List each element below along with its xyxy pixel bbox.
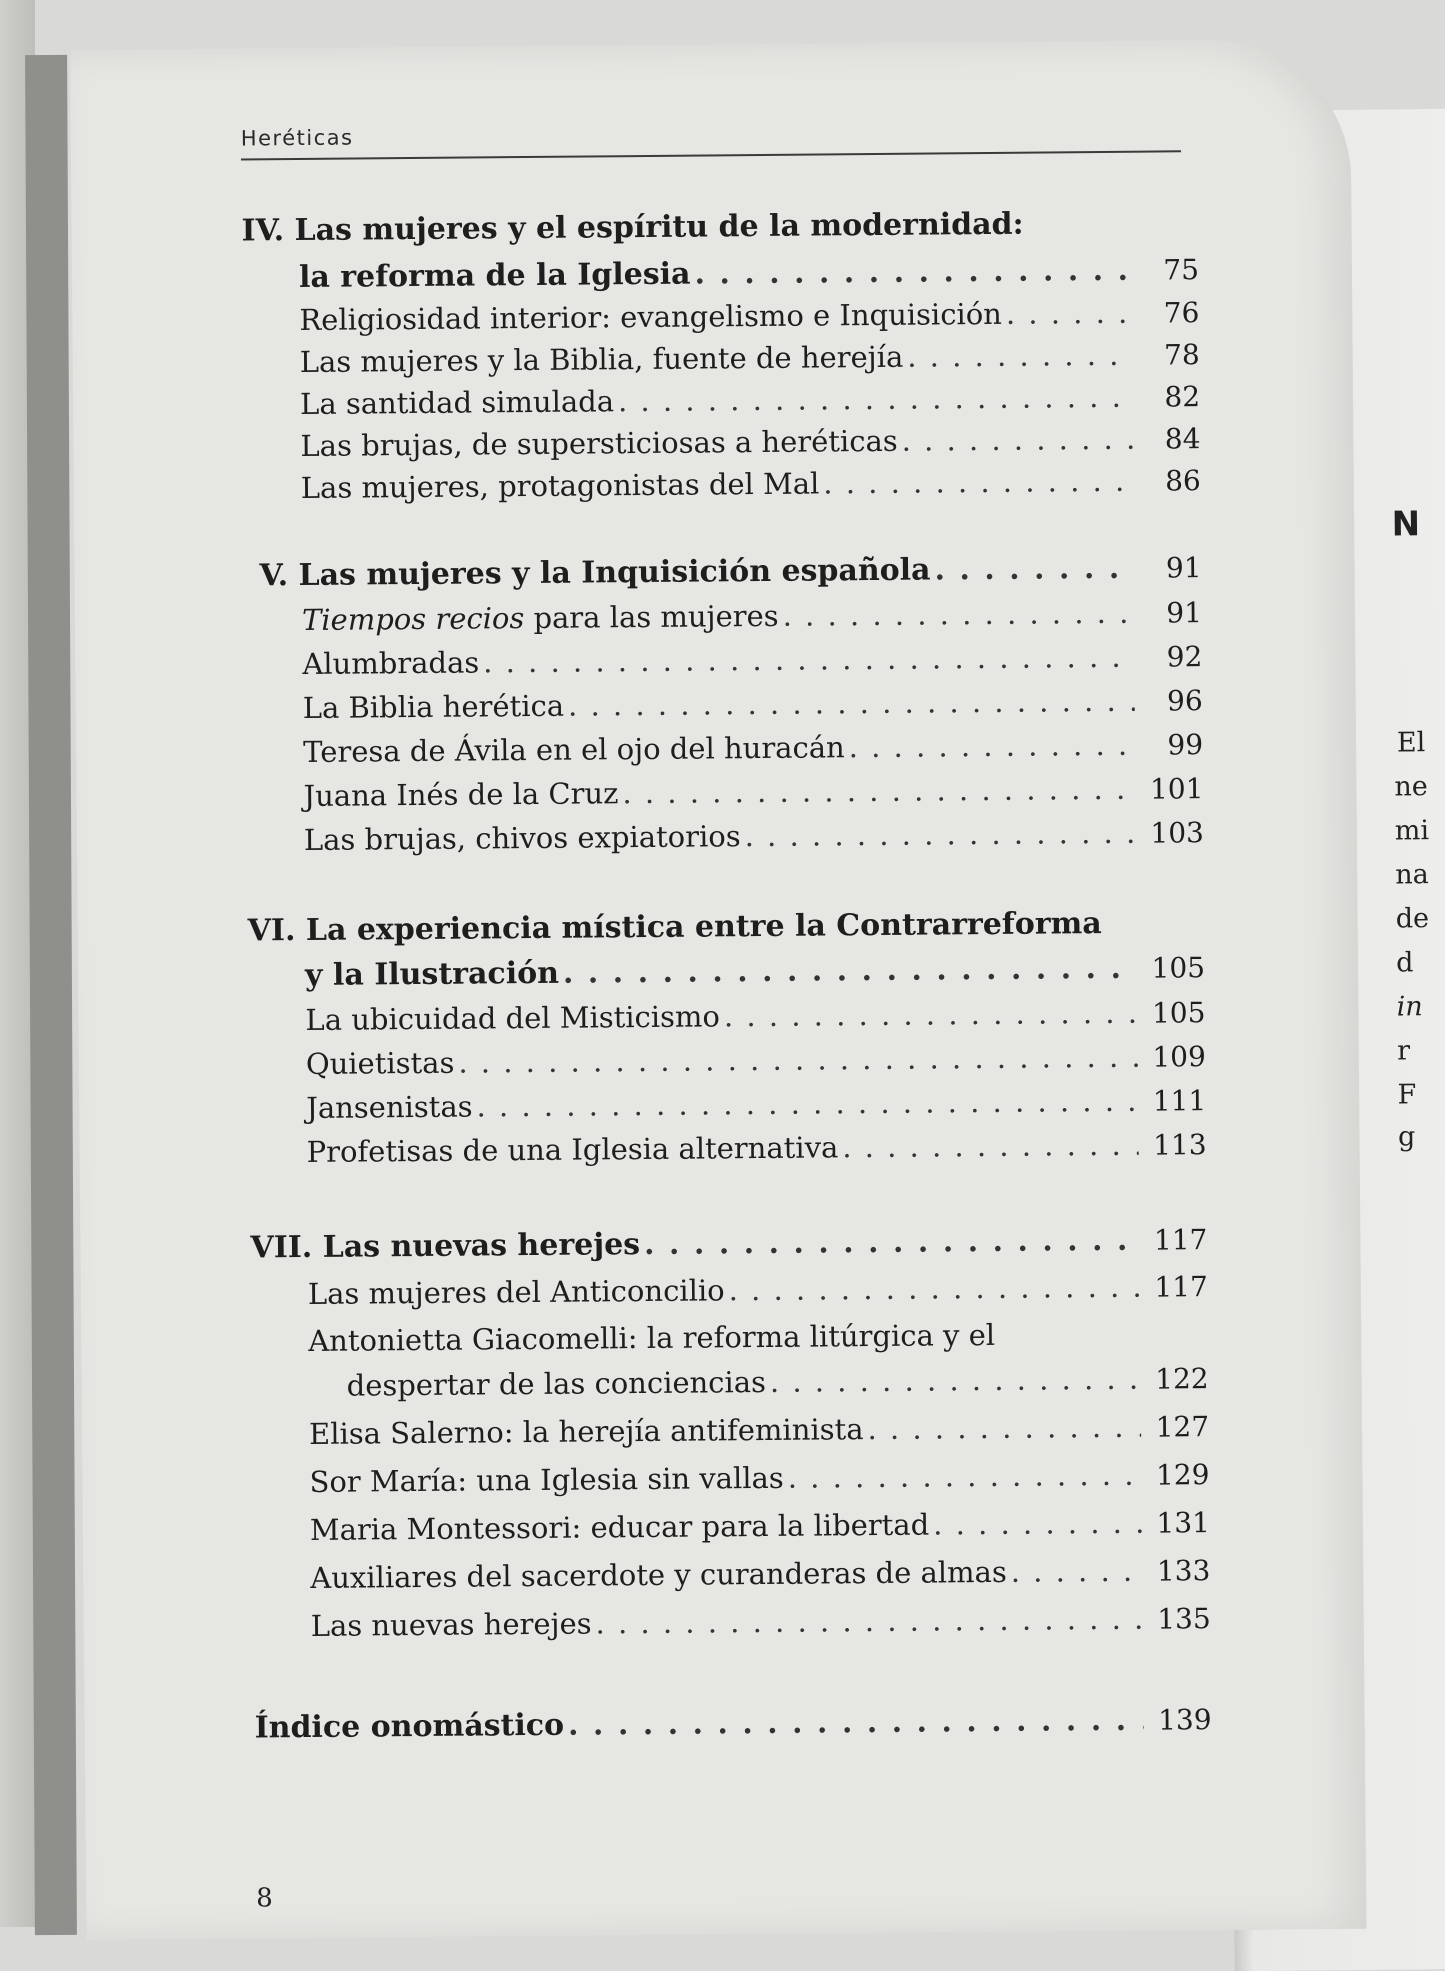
leader-dots bbox=[595, 1599, 1142, 1644]
leader-dots bbox=[483, 637, 1134, 683]
page-number: 111 bbox=[1152, 1084, 1207, 1118]
toc-entry[interactable] bbox=[305, 992, 1205, 1041]
page-number: 99 bbox=[1167, 728, 1204, 762]
folio-page-number: 8 bbox=[256, 1883, 273, 1914]
facing-page-fragment: in bbox=[1396, 991, 1423, 1023]
running-head: Heréticas bbox=[240, 125, 354, 151]
entry-title: Sor María: una Iglesia sin vallas bbox=[309, 1460, 784, 1499]
header-rule bbox=[241, 150, 1181, 160]
leader-dots bbox=[907, 335, 1132, 377]
leader-dots bbox=[842, 1125, 1139, 1168]
leader-dots bbox=[458, 1037, 1138, 1083]
page-number: 84 bbox=[1164, 422, 1201, 456]
toc-entry-line[interactable] bbox=[308, 1313, 1208, 1361]
entry-title: Maria Montessori: educar para la libertad bbox=[309, 1507, 930, 1547]
page-number: 91 bbox=[1165, 551, 1202, 585]
leader-dots bbox=[644, 1221, 1140, 1265]
entry-title: Las brujas, de supersticiosas a heréticas bbox=[300, 423, 898, 464]
toc-entry[interactable] bbox=[310, 1502, 1210, 1551]
entry-title: Auxiliares del sacerdote y curanderas de almas bbox=[310, 1554, 1007, 1595]
page-number: 82 bbox=[1164, 380, 1201, 414]
book-page bbox=[70, 39, 1366, 1940]
page-number: 113 bbox=[1153, 1128, 1207, 1162]
leader-dots bbox=[867, 1407, 1141, 1449]
toc-entry[interactable] bbox=[310, 1550, 1210, 1599]
facing-page-fragment: ne bbox=[1394, 771, 1428, 803]
toc-entry-chapter[interactable] bbox=[259, 548, 1201, 596]
toc-entry[interactable] bbox=[304, 812, 1204, 861]
toc-entry[interactable] bbox=[300, 418, 1200, 467]
entry-title: Jansenistas bbox=[306, 1089, 473, 1125]
toc-entry[interactable] bbox=[299, 292, 1199, 341]
page-number: 78 bbox=[1163, 338, 1200, 372]
leader-dots bbox=[823, 461, 1133, 504]
entry-title: Juana Inés de la Cruz bbox=[303, 776, 619, 813]
toc-entry[interactable] bbox=[308, 1266, 1208, 1315]
page-number: 139 bbox=[1158, 1703, 1212, 1737]
chapter-title: VII. Las nuevas herejes bbox=[250, 1227, 641, 1266]
page-number: 117 bbox=[1154, 1270, 1208, 1304]
leader-dots bbox=[694, 251, 1131, 295]
page-number: 103 bbox=[1150, 816, 1205, 850]
leader-dots bbox=[934, 549, 1133, 591]
chapter-title-cont: la reforma de la Iglesia bbox=[298, 256, 691, 296]
index-title: Índice onomástico bbox=[254, 1707, 565, 1746]
chapter-title: VI. La experiencia mística entre la Contrarreforma bbox=[247, 906, 1102, 949]
page-number: 76 bbox=[1163, 296, 1200, 330]
toc-entry[interactable] bbox=[311, 1598, 1211, 1647]
facing-page-fragment: g bbox=[1397, 1121, 1416, 1153]
page-number: 75 bbox=[1163, 253, 1200, 287]
page-number: 127 bbox=[1155, 1410, 1210, 1444]
toc-entry[interactable] bbox=[302, 592, 1202, 641]
toc-entry[interactable] bbox=[309, 1406, 1209, 1455]
toc-entry-chapter[interactable] bbox=[299, 250, 1199, 298]
leader-dots bbox=[933, 1503, 1142, 1545]
toc-entry[interactable] bbox=[301, 460, 1201, 509]
leader-dots bbox=[788, 1455, 1142, 1498]
leader-dots bbox=[724, 993, 1138, 1037]
toc-entry[interactable] bbox=[346, 1358, 1208, 1407]
entry-title: Las brujas, chivos expiatorios bbox=[303, 819, 741, 857]
page-number: 105 bbox=[1151, 996, 1206, 1030]
entry-title-cont: despertar de las conciencias bbox=[346, 1364, 767, 1403]
page-number: 122 bbox=[1155, 1362, 1209, 1396]
page-number: 133 bbox=[1156, 1554, 1211, 1588]
entry-title: La santidad simulada bbox=[299, 384, 615, 422]
toc-entry[interactable] bbox=[306, 1080, 1206, 1129]
toc-entry-chapter[interactable] bbox=[250, 1220, 1207, 1268]
page-number: 86 bbox=[1165, 464, 1201, 498]
leader-dots bbox=[744, 813, 1136, 856]
entry-title: Religiosidad interior: evangelismo e Inquisición bbox=[299, 296, 1003, 338]
entry-title bbox=[302, 596, 779, 640]
page-number: 117 bbox=[1153, 1223, 1208, 1257]
facing-page-fragment: na bbox=[1395, 859, 1429, 891]
facing-page-fragment: mi bbox=[1394, 815, 1430, 847]
toc-entry[interactable] bbox=[306, 1036, 1206, 1085]
page-number: 105 bbox=[1151, 951, 1206, 985]
toc-entry-index[interactable] bbox=[254, 1700, 1211, 1748]
leader-dots bbox=[622, 769, 1135, 813]
leader-dots bbox=[728, 1267, 1140, 1311]
leader-dots bbox=[568, 1701, 1144, 1746]
page-number: 96 bbox=[1166, 684, 1203, 718]
chapter-title-cont: y la Ilustración bbox=[304, 955, 560, 993]
leader-dots bbox=[901, 419, 1132, 461]
facing-page-fragment: r bbox=[1396, 1035, 1411, 1067]
page-number: 135 bbox=[1157, 1602, 1211, 1636]
toc-entry-chapter[interactable] bbox=[305, 948, 1205, 996]
leader-dots bbox=[476, 1081, 1138, 1127]
page-number: 131 bbox=[1156, 1506, 1211, 1540]
facing-page-fragment: El bbox=[1396, 727, 1426, 759]
leader-dots bbox=[618, 377, 1132, 421]
toc-entry[interactable] bbox=[306, 1124, 1206, 1173]
facing-page-fragment: d bbox=[1396, 947, 1414, 979]
entry-title-rest: para las mujeres bbox=[524, 598, 779, 636]
toc-entry[interactable] bbox=[303, 680, 1203, 729]
entry-title: Las mujeres y la Biblia, fuente de herejía bbox=[299, 339, 904, 380]
page-number: 91 bbox=[1166, 596, 1203, 630]
leader-dots bbox=[1011, 1551, 1143, 1592]
chapter-title: V. Las mujeres y la Inquisición española bbox=[259, 552, 931, 594]
leader-dots bbox=[782, 593, 1134, 636]
entry-title: Quietistas bbox=[305, 1045, 455, 1081]
entry-title: Alumbradas bbox=[302, 645, 480, 681]
chapter-title: IV. Las mujeres y el espíritu de la modernidad: bbox=[241, 206, 1024, 249]
page-number: 101 bbox=[1149, 772, 1204, 806]
facing-page-fragment: N bbox=[1391, 504, 1421, 545]
toc-entry[interactable] bbox=[300, 334, 1200, 383]
toc-entry[interactable] bbox=[302, 636, 1202, 685]
toc-entry[interactable] bbox=[309, 1454, 1209, 1503]
page-number: 92 bbox=[1166, 640, 1203, 674]
entry-title: Elisa Salerno: la herejía antifeminista bbox=[308, 1412, 864, 1451]
page-number: 109 bbox=[1152, 1040, 1206, 1074]
leader-dots bbox=[770, 1359, 1141, 1402]
leader-dots bbox=[849, 725, 1136, 767]
entry-title: La ubicuidad del Misticismo bbox=[305, 999, 721, 1037]
leader-dots bbox=[563, 949, 1137, 994]
toc-entry[interactable] bbox=[303, 768, 1203, 817]
leader-dots bbox=[1006, 293, 1132, 334]
entry-title: Teresa de Ávila en el ojo del huracán bbox=[302, 730, 845, 769]
entry-title-italic: Tiempos recios bbox=[301, 601, 525, 637]
leader-dots bbox=[568, 681, 1135, 726]
entry-title: La Biblia herética bbox=[302, 688, 565, 725]
entry-title: Las nuevas herejes bbox=[310, 1606, 592, 1643]
entry-title: Las mujeres, protagonistas del Mal bbox=[300, 466, 820, 506]
toc-entry[interactable] bbox=[300, 376, 1200, 425]
entry-title: Las mujeres del Anticoncilio bbox=[307, 1273, 725, 1311]
facing-page-fragment: de bbox=[1395, 903, 1430, 935]
previous-page-edge bbox=[25, 55, 77, 1935]
entry-title: Profetisas de una Iglesia alternativa bbox=[306, 1130, 839, 1169]
page-number: 129 bbox=[1155, 1458, 1210, 1492]
entry-title: Antonietta Giacomelli: la reforma litúrgica y el bbox=[308, 1317, 996, 1358]
toc-entry[interactable] bbox=[303, 724, 1203, 773]
facing-page-fragment: F bbox=[1397, 1079, 1417, 1111]
